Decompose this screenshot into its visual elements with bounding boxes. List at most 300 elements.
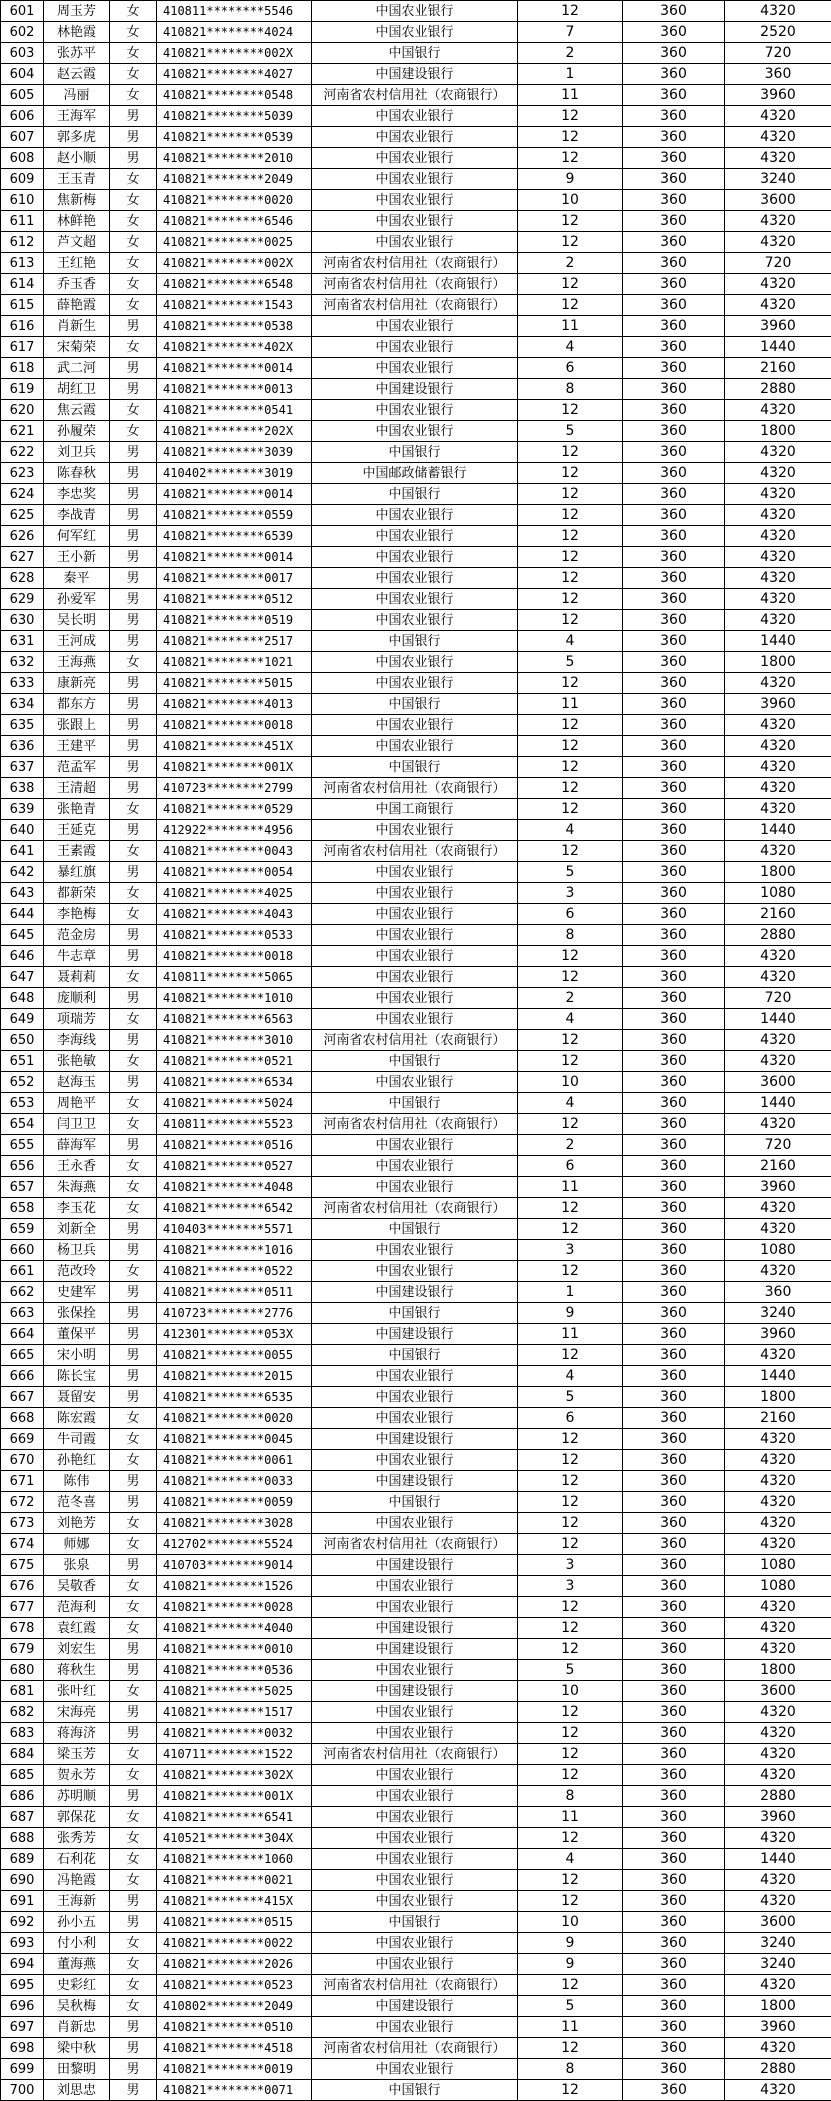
name-cell: 蒋海济 xyxy=(44,1723,110,1744)
months-cell: 12 xyxy=(518,1702,623,1723)
bank-cell: 中国建设银行 xyxy=(312,1618,518,1639)
row-index: 648 xyxy=(1,988,44,1009)
name-cell: 董保平 xyxy=(44,1324,110,1345)
name-cell: 梁中秋 xyxy=(44,2038,110,2059)
name-cell: 张泉 xyxy=(44,1555,110,1576)
table-row xyxy=(1,484,831,505)
standard-cell: 360 xyxy=(623,1492,725,1513)
name-cell: 何军红 xyxy=(44,526,110,547)
name-cell: 吴长明 xyxy=(44,610,110,631)
months-cell: 10 xyxy=(518,1072,623,1093)
standard-cell: 360 xyxy=(623,1933,725,1954)
amount-cell: 3960 xyxy=(725,316,831,337)
bank-cell: 中国建设银行 xyxy=(312,1555,518,1576)
table-row xyxy=(1,967,831,988)
table-row xyxy=(1,43,831,64)
amount-cell: 4320 xyxy=(725,526,831,547)
months-cell: 12 xyxy=(518,1639,623,1660)
gender-cell: 女 xyxy=(110,169,157,190)
id-card-cell: 410821********451X xyxy=(157,736,312,757)
standard-cell: 360 xyxy=(623,1744,725,1765)
months-cell: 12 xyxy=(518,106,623,127)
amount-cell: 4320 xyxy=(725,610,831,631)
amount-cell: 4320 xyxy=(725,1429,831,1450)
name-cell: 石利花 xyxy=(44,1849,110,1870)
name-cell: 肖新生 xyxy=(44,316,110,337)
standard-cell: 360 xyxy=(623,1093,725,1114)
months-cell: 9 xyxy=(518,1303,623,1324)
months-cell: 8 xyxy=(518,925,623,946)
table-row xyxy=(1,1723,831,1744)
amount-cell: 4320 xyxy=(725,547,831,568)
name-cell: 张艳青 xyxy=(44,799,110,820)
id-card-cell: 410821********0014 xyxy=(157,547,312,568)
id-card-cell: 410521********304X xyxy=(157,1828,312,1849)
table-row xyxy=(1,379,831,400)
gender-cell: 男 xyxy=(110,547,157,568)
name-cell: 陈长宝 xyxy=(44,1366,110,1387)
months-cell: 4 xyxy=(518,337,623,358)
amount-cell: 4320 xyxy=(725,1450,831,1471)
standard-cell: 360 xyxy=(623,1702,725,1723)
table-row xyxy=(1,1681,831,1702)
bank-cell: 中国农业银行 xyxy=(312,1723,518,1744)
id-card-cell: 410821********0538 xyxy=(157,316,312,337)
months-cell: 4 xyxy=(518,1366,623,1387)
gender-cell: 女 xyxy=(110,1807,157,1828)
name-cell: 孙小五 xyxy=(44,1912,110,1933)
row-index: 681 xyxy=(1,1681,44,1702)
id-card-cell: 410821********1517 xyxy=(157,1702,312,1723)
gender-cell: 女 xyxy=(110,652,157,673)
standard-cell: 360 xyxy=(623,1534,725,1555)
name-cell: 周玉芳 xyxy=(44,1,110,22)
name-cell: 冯丽 xyxy=(44,85,110,106)
name-cell: 范孟军 xyxy=(44,757,110,778)
months-cell: 12 xyxy=(518,463,623,484)
gender-cell: 男 xyxy=(110,631,157,652)
gender-cell: 女 xyxy=(110,1618,157,1639)
gender-cell: 女 xyxy=(110,1681,157,1702)
amount-cell: 4320 xyxy=(725,1618,831,1639)
months-cell: 12 xyxy=(518,484,623,505)
row-index: 607 xyxy=(1,127,44,148)
bank-cell: 中国农业银行 xyxy=(312,127,518,148)
standard-cell: 360 xyxy=(623,1681,725,1702)
amount-cell: 1080 xyxy=(725,1576,831,1597)
months-cell: 12 xyxy=(518,274,623,295)
table-row xyxy=(1,1303,831,1324)
name-cell: 周艳平 xyxy=(44,1093,110,1114)
row-index: 652 xyxy=(1,1072,44,1093)
gender-cell: 男 xyxy=(110,694,157,715)
row-index: 666 xyxy=(1,1366,44,1387)
standard-cell: 360 xyxy=(623,652,725,673)
table-row xyxy=(1,1219,831,1240)
table-row xyxy=(1,1618,831,1639)
gender-cell: 男 xyxy=(110,589,157,610)
standard-cell: 360 xyxy=(623,841,725,862)
name-cell: 都东方 xyxy=(44,694,110,715)
row-index: 694 xyxy=(1,1954,44,1975)
id-card-cell: 410821********002X xyxy=(157,253,312,274)
table-row xyxy=(1,1597,831,1618)
table-row xyxy=(1,1933,831,1954)
row-index: 630 xyxy=(1,610,44,631)
bank-cell: 中国农业银行 xyxy=(312,946,518,967)
id-card-cell: 410821********0511 xyxy=(157,1282,312,1303)
table-row xyxy=(1,736,831,757)
id-card-cell: 410821********0536 xyxy=(157,1660,312,1681)
gender-cell: 男 xyxy=(110,358,157,379)
gender-cell: 女 xyxy=(110,64,157,85)
id-card-cell: 410821********0548 xyxy=(157,85,312,106)
table-row xyxy=(1,1891,831,1912)
row-index: 700 xyxy=(1,2080,44,2101)
name-cell: 郭多虎 xyxy=(44,127,110,148)
months-cell: 12 xyxy=(518,1114,623,1135)
bank-cell: 中国农业银行 xyxy=(312,1072,518,1093)
id-card-cell: 410821********2010 xyxy=(157,148,312,169)
amount-cell: 4320 xyxy=(725,1219,831,1240)
name-cell: 宋小明 xyxy=(44,1345,110,1366)
row-index: 616 xyxy=(1,316,44,337)
standard-cell: 360 xyxy=(623,127,725,148)
bank-cell: 河南省农村信用社（农商银行） xyxy=(312,253,518,274)
row-index: 627 xyxy=(1,547,44,568)
id-card-cell: 410821********5025 xyxy=(157,1681,312,1702)
standard-cell: 360 xyxy=(623,1765,725,1786)
id-card-cell: 410821********0022 xyxy=(157,1933,312,1954)
id-card-cell: 410821********0021 xyxy=(157,1870,312,1891)
id-card-cell: 410403********5571 xyxy=(157,1219,312,1240)
gender-cell: 男 xyxy=(110,2059,157,2080)
row-index: 613 xyxy=(1,253,44,274)
table-row xyxy=(1,1513,831,1534)
amount-cell: 4320 xyxy=(725,715,831,736)
bank-cell: 河南省农村信用社（农商银行） xyxy=(312,85,518,106)
id-card-cell: 410821********4024 xyxy=(157,22,312,43)
gender-cell: 男 xyxy=(110,610,157,631)
id-card-cell: 410821********0025 xyxy=(157,232,312,253)
amount-cell: 4320 xyxy=(725,232,831,253)
bank-cell: 中国农业银行 xyxy=(312,22,518,43)
id-card-cell: 410802********2049 xyxy=(157,1996,312,2017)
amount-cell: 4320 xyxy=(725,1723,831,1744)
name-cell: 梁玉芳 xyxy=(44,1744,110,1765)
row-index: 639 xyxy=(1,799,44,820)
id-card-cell: 410821********001X xyxy=(157,757,312,778)
standard-cell: 360 xyxy=(623,295,725,316)
gender-cell: 男 xyxy=(110,316,157,337)
id-card-cell: 410821********4043 xyxy=(157,904,312,925)
amount-cell: 4320 xyxy=(725,1975,831,1996)
months-cell: 12 xyxy=(518,841,623,862)
table-row xyxy=(1,253,831,274)
id-card-cell: 410821********6535 xyxy=(157,1387,312,1408)
row-index: 699 xyxy=(1,2059,44,2080)
row-index: 663 xyxy=(1,1303,44,1324)
gender-cell: 男 xyxy=(110,2017,157,2038)
table-row xyxy=(1,862,831,883)
months-cell: 12 xyxy=(518,211,623,232)
standard-cell: 360 xyxy=(623,22,725,43)
months-cell: 10 xyxy=(518,190,623,211)
months-cell: 11 xyxy=(518,85,623,106)
standard-cell: 360 xyxy=(623,1576,725,1597)
id-card-cell: 410821********001X xyxy=(157,1786,312,1807)
name-cell: 林艳霞 xyxy=(44,22,110,43)
name-cell: 刘艳芳 xyxy=(44,1513,110,1534)
months-cell: 12 xyxy=(518,148,623,169)
id-card-cell: 410821********0054 xyxy=(157,862,312,883)
amount-cell: 4320 xyxy=(725,463,831,484)
months-cell: 11 xyxy=(518,2017,623,2038)
bank-cell: 中国建设银行 xyxy=(312,379,518,400)
amount-cell: 4320 xyxy=(725,1828,831,1849)
id-card-cell: 410821********0515 xyxy=(157,1912,312,1933)
months-cell: 4 xyxy=(518,1009,623,1030)
gender-cell: 男 xyxy=(110,1324,157,1345)
months-cell: 5 xyxy=(518,652,623,673)
amount-cell: 4320 xyxy=(725,106,831,127)
bank-cell: 中国农业银行 xyxy=(312,400,518,421)
id-card-cell: 410821********0028 xyxy=(157,1597,312,1618)
name-cell: 付小利 xyxy=(44,1933,110,1954)
name-cell: 郭保花 xyxy=(44,1807,110,1828)
gender-cell: 男 xyxy=(110,2038,157,2059)
standard-cell: 360 xyxy=(623,1072,725,1093)
table-row xyxy=(1,1870,831,1891)
name-cell: 陈伟 xyxy=(44,1471,110,1492)
table-row xyxy=(1,232,831,253)
table-row xyxy=(1,1429,831,1450)
row-index: 646 xyxy=(1,946,44,967)
table-row xyxy=(1,2038,831,2059)
amount-cell: 720 xyxy=(725,43,831,64)
id-card-cell: 412301********053X xyxy=(157,1324,312,1345)
gender-cell: 男 xyxy=(110,1387,157,1408)
gender-cell: 男 xyxy=(110,1891,157,1912)
months-cell: 7 xyxy=(518,22,623,43)
name-cell: 范金房 xyxy=(44,925,110,946)
gender-cell: 男 xyxy=(110,778,157,799)
table-row xyxy=(1,1387,831,1408)
months-cell: 8 xyxy=(518,1786,623,1807)
months-cell: 5 xyxy=(518,421,623,442)
months-cell: 12 xyxy=(518,1534,623,1555)
months-cell: 12 xyxy=(518,736,623,757)
standard-cell: 360 xyxy=(623,1870,725,1891)
row-index: 638 xyxy=(1,778,44,799)
standard-cell: 360 xyxy=(623,1891,725,1912)
row-index: 679 xyxy=(1,1639,44,1660)
gender-cell: 男 xyxy=(110,757,157,778)
row-index: 669 xyxy=(1,1429,44,1450)
gender-cell: 女 xyxy=(110,1450,157,1471)
name-cell: 薛海军 xyxy=(44,1135,110,1156)
name-cell: 牛司霞 xyxy=(44,1429,110,1450)
row-index: 665 xyxy=(1,1345,44,1366)
bank-cell: 中国农业银行 xyxy=(312,1870,518,1891)
name-cell: 吴秋梅 xyxy=(44,1996,110,2017)
row-index: 625 xyxy=(1,505,44,526)
amount-cell: 3960 xyxy=(725,1807,831,1828)
bank-cell: 中国农业银行 xyxy=(312,652,518,673)
table-row xyxy=(1,295,831,316)
gender-cell: 男 xyxy=(110,820,157,841)
bank-cell: 中国农业银行 xyxy=(312,1177,518,1198)
row-index: 693 xyxy=(1,1933,44,1954)
standard-cell: 360 xyxy=(623,820,725,841)
id-card-cell: 410821********5039 xyxy=(157,106,312,127)
amount-cell: 3240 xyxy=(725,1954,831,1975)
row-index: 683 xyxy=(1,1723,44,1744)
table-row xyxy=(1,1177,831,1198)
name-cell: 范海利 xyxy=(44,1597,110,1618)
standard-cell: 360 xyxy=(623,1,725,22)
bank-cell: 河南省农村信用社（农商银行） xyxy=(312,778,518,799)
months-cell: 12 xyxy=(518,1051,623,1072)
name-cell: 苏明顺 xyxy=(44,1786,110,1807)
row-index: 660 xyxy=(1,1240,44,1261)
bank-cell: 中国农业银行 xyxy=(312,358,518,379)
id-card-cell: 410821********0020 xyxy=(157,190,312,211)
gender-cell: 男 xyxy=(110,1345,157,1366)
standard-cell: 360 xyxy=(623,673,725,694)
row-index: 659 xyxy=(1,1219,44,1240)
id-card-cell: 410821********0512 xyxy=(157,589,312,610)
amount-cell: 4320 xyxy=(725,757,831,778)
months-cell: 12 xyxy=(518,400,623,421)
bank-cell: 河南省农村信用社（农商银行） xyxy=(312,1534,518,1555)
amount-cell: 2160 xyxy=(725,1156,831,1177)
id-card-cell: 410821********6539 xyxy=(157,526,312,547)
name-cell: 宋菊荣 xyxy=(44,337,110,358)
table-row xyxy=(1,2059,831,2080)
gender-cell: 男 xyxy=(110,1492,157,1513)
gender-cell: 男 xyxy=(110,1303,157,1324)
standard-cell: 360 xyxy=(623,862,725,883)
standard-cell: 360 xyxy=(623,946,725,967)
months-cell: 2 xyxy=(518,43,623,64)
standard-cell: 360 xyxy=(623,589,725,610)
amount-cell: 1800 xyxy=(725,1660,831,1681)
months-cell: 12 xyxy=(518,547,623,568)
id-card-cell: 410821********4040 xyxy=(157,1618,312,1639)
months-cell: 12 xyxy=(518,715,623,736)
row-index: 619 xyxy=(1,379,44,400)
standard-cell: 360 xyxy=(623,736,725,757)
gender-cell: 女 xyxy=(110,1408,157,1429)
id-card-cell: 410821********0521 xyxy=(157,1051,312,1072)
table-row xyxy=(1,1093,831,1114)
bank-cell: 中国银行 xyxy=(312,1093,518,1114)
amount-cell: 4320 xyxy=(725,484,831,505)
months-cell: 1 xyxy=(518,64,623,85)
table-row xyxy=(1,757,831,778)
id-card-cell: 410821********1016 xyxy=(157,1240,312,1261)
gender-cell: 男 xyxy=(110,988,157,1009)
id-card-cell: 410821********202X xyxy=(157,421,312,442)
gender-cell: 男 xyxy=(110,925,157,946)
bank-cell: 中国农业银行 xyxy=(312,2059,518,2080)
gender-cell: 男 xyxy=(110,1660,157,1681)
standard-cell: 360 xyxy=(623,1240,725,1261)
bank-cell: 中国农业银行 xyxy=(312,1576,518,1597)
gender-cell: 女 xyxy=(110,1534,157,1555)
gender-cell: 女 xyxy=(110,1744,157,1765)
row-index: 670 xyxy=(1,1450,44,1471)
gender-cell: 男 xyxy=(110,862,157,883)
standard-cell: 360 xyxy=(623,925,725,946)
bank-cell: 中国农业银行 xyxy=(312,1,518,22)
id-card-cell: 410821********6534 xyxy=(157,1072,312,1093)
name-cell: 闫卫卫 xyxy=(44,1114,110,1135)
table-row xyxy=(1,904,831,925)
amount-cell: 1440 xyxy=(725,631,831,652)
amount-cell: 3240 xyxy=(725,169,831,190)
bank-cell: 中国建设银行 xyxy=(312,1639,518,1660)
row-index: 697 xyxy=(1,2017,44,2038)
row-index: 629 xyxy=(1,589,44,610)
name-cell: 吴敬香 xyxy=(44,1576,110,1597)
bank-cell: 河南省农村信用社（农商银行） xyxy=(312,1198,518,1219)
bank-cell: 中国建设银行 xyxy=(312,64,518,85)
name-cell: 胡红卫 xyxy=(44,379,110,400)
id-card-cell: 410821********0516 xyxy=(157,1135,312,1156)
bank-cell: 中国农业银行 xyxy=(312,1366,518,1387)
gender-cell: 男 xyxy=(110,715,157,736)
months-cell: 5 xyxy=(518,1387,623,1408)
table-row xyxy=(1,589,831,610)
name-cell: 袁红霞 xyxy=(44,1618,110,1639)
gender-cell: 女 xyxy=(110,1828,157,1849)
id-card-cell: 410821********0014 xyxy=(157,484,312,505)
bank-cell: 中国银行 xyxy=(312,757,518,778)
bank-cell: 河南省农村信用社（农商银行） xyxy=(312,2038,518,2059)
bank-cell: 中国农业银行 xyxy=(312,715,518,736)
row-index: 658 xyxy=(1,1198,44,1219)
table-row xyxy=(1,211,831,232)
row-index: 645 xyxy=(1,925,44,946)
months-cell: 12 xyxy=(518,1,623,22)
standard-cell: 360 xyxy=(623,1429,725,1450)
months-cell: 12 xyxy=(518,1492,623,1513)
standard-cell: 360 xyxy=(623,568,725,589)
bank-cell: 中国农业银行 xyxy=(312,1702,518,1723)
standard-cell: 360 xyxy=(623,2017,725,2038)
amount-cell: 4320 xyxy=(725,1765,831,1786)
name-cell: 暴红旗 xyxy=(44,862,110,883)
standard-cell: 360 xyxy=(623,1618,725,1639)
bank-cell: 中国农业银行 xyxy=(312,925,518,946)
bank-cell: 中国农业银行 xyxy=(312,862,518,883)
row-index: 615 xyxy=(1,295,44,316)
gender-cell: 男 xyxy=(110,1282,157,1303)
row-index: 690 xyxy=(1,1870,44,1891)
amount-cell: 4320 xyxy=(725,1261,831,1282)
gender-cell: 男 xyxy=(110,1366,157,1387)
row-index: 662 xyxy=(1,1282,44,1303)
standard-cell: 360 xyxy=(623,1954,725,1975)
amount-cell: 3600 xyxy=(725,1072,831,1093)
months-cell: 11 xyxy=(518,1324,623,1345)
name-cell: 张苏平 xyxy=(44,43,110,64)
bank-cell: 中国农业银行 xyxy=(312,904,518,925)
months-cell: 9 xyxy=(518,1933,623,1954)
gender-cell: 男 xyxy=(110,1723,157,1744)
